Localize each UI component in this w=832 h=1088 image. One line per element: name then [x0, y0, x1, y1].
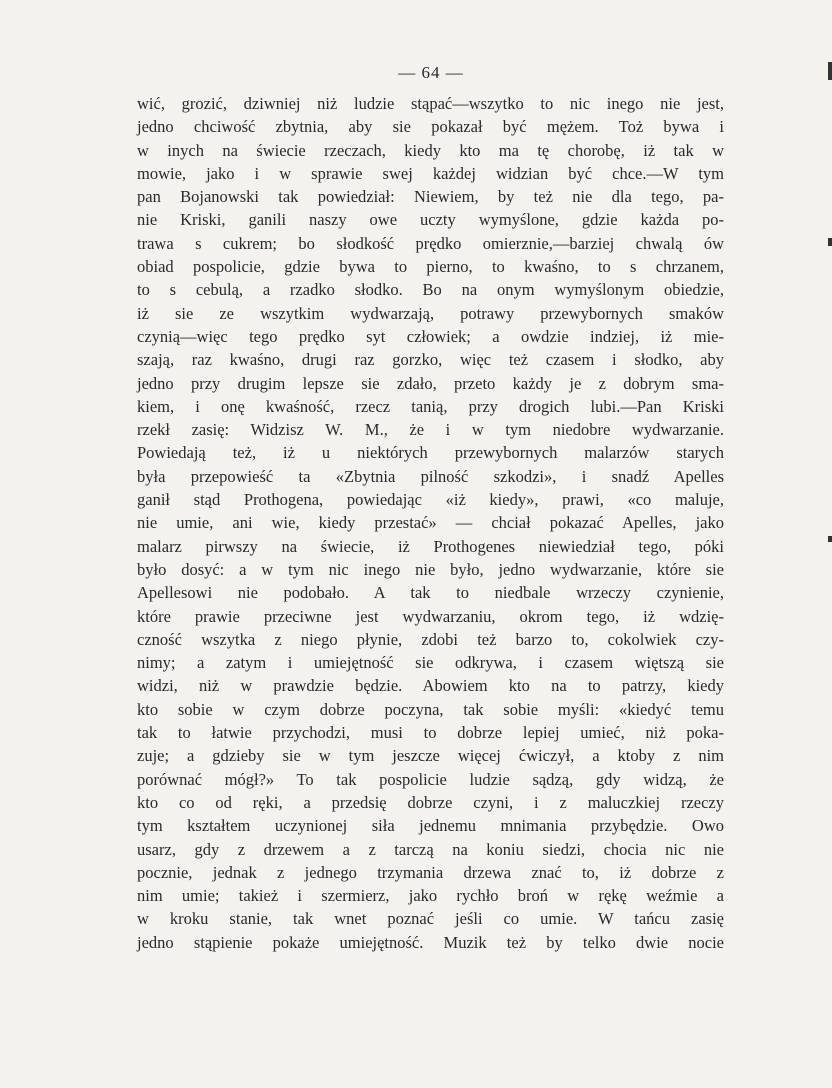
text-line: obiad pospolicie, gdzie bywa to pierno, to kwaśno, to s chrzanem,	[137, 257, 724, 277]
text-line: malarz pirwszy na świecie, iż Prothogenes niewiedział tego, póki	[137, 536, 724, 556]
page-number: — 64 —	[398, 63, 464, 82]
text-line: Apellesowi nie podobało. A tak to niedbale wrzeczy czynienie,	[137, 583, 724, 603]
text-line: pan Bojanowski tak powiedział: Niewiem, by też nie dla tego, pa-	[137, 187, 724, 207]
text-line: to s cebulą, a rzadko słodko. Bo na onym wymyślonym obiedzie,	[137, 280, 724, 300]
text-line: rzekł zasię: Widzisz W. M., że i w tym niedobre wydwarzanie.	[137, 420, 724, 440]
scan-edge-mark	[828, 238, 832, 246]
text-line: usarz, gdy z drzewem a z tarczą na koniu siedzi, chocia nic nie	[137, 839, 724, 859]
text-line: trawa s cukrem; bo słodkość prędko omierznie,—barziej chwalą ów	[137, 233, 724, 253]
text-line: było dosyć: a w tym nic inego nie było, jedno wydwarzanie, które sie	[137, 559, 724, 579]
text-line: czność wszytka z niego płynie, zdobi też barzo to, cokolwiek czy-	[137, 629, 724, 649]
scan-edge-mark	[828, 62, 832, 80]
text-line: kto co od ręki, a przedsię dobrze czyni, i z maluczkiej rzeczy	[137, 792, 724, 812]
text-line: czynią—więc tego prędko syt człowiek; a owdzie indziej, iż mie-	[137, 326, 724, 346]
text-line: jedno chciwość zbytnia, aby sie pokazał być mężem. Toż bywa i	[137, 117, 724, 137]
text-line: pocznie, jednak z jednego trzymania drzewa znać to, iż dobrze z	[137, 862, 724, 882]
text-line: nie umie, ani wie, kiedy przestać» — chciał pokazać Apelles, jako	[137, 513, 724, 533]
text-line: była przepowieść ta «Zbytnia pilność szkodzi», i snadź Apelles	[137, 466, 724, 486]
text-line: które prawie przeciwne jest wydwarzaniu, okrom tego, iż wdzię-	[137, 606, 724, 626]
text-line: zuje; a gdzieby sie w tym jeszcze więcej ćwiczył, a ktoby z nim	[137, 746, 724, 766]
text-line: tak to łatwie przychodzi, musi to dobrze lepiej umieć, niż poka-	[137, 723, 724, 743]
text-line: jedno przy drugim lepsze sie zdało, przeto każdy je z dobrym sma-	[137, 373, 724, 393]
text-line: jedno stąpienie pokaże umiejętność. Muzik też by telko dwie nocie	[137, 932, 724, 952]
text-line: w kroku stanie, tak wnet poznać jeśli co umie. W tańcu zasię	[137, 909, 724, 929]
body-text	[137, 92, 724, 954]
text-line: tym kształtem uczynionej siła jednemu mnimania przybędzie. Owo	[137, 816, 724, 836]
text-line: widzi, niż w prawdzie będzie. Abowiem kto na to patrzy, kiedy	[137, 676, 724, 696]
text-line: Powiedają też, iż u niektórych przewybornych malarzów starych	[137, 443, 724, 463]
text-line: kiem, i onę kwaśność, rzecz tanią, przy drogich lubi.—Pan Kriski	[137, 396, 724, 416]
text-line: szają, raz kwaśno, drugi raz gorzko, więc też czasem i słodko, aby	[137, 350, 724, 370]
text-line: ganił stąd Prothogena, powiedając «iż kiedy», prawi, «co maluje,	[137, 490, 724, 510]
text-line: nie Kriski, ganili naszy owe uczty wymyślone, gdzie każda po-	[137, 210, 724, 230]
text-line: mowie, jako i w sprawie swej każdej widzian być chce.—W tym	[137, 163, 724, 183]
scan-edge-mark	[828, 536, 832, 542]
text-line: w inych na świecie rzeczach, kiedy kto ma tę chorobę, iż tak w	[137, 140, 724, 160]
text-line: nimy; a zatym i umiejętność sie odkrywa, i czasem więtszą sie	[137, 653, 724, 673]
text-line: iż sie ze wszytkim wydwarzają, potrawy przewybornych smaków	[137, 303, 724, 323]
text-line: kto sobie w czym dobrze poczyna, tak sobie myśli: «kiedyć temu	[137, 699, 724, 719]
text-line: wić, grozić, dziwniej niż ludzie stąpać—wszytko to nic inego nie jest,	[137, 94, 724, 113]
text-line: porównać mógł?» To tak pospolicie ludzie sądzą, gdy widzą, że	[137, 769, 724, 789]
text-line: nim umie; takież i szermierz, jako rychło broń w rękę weźmie a	[137, 886, 724, 906]
